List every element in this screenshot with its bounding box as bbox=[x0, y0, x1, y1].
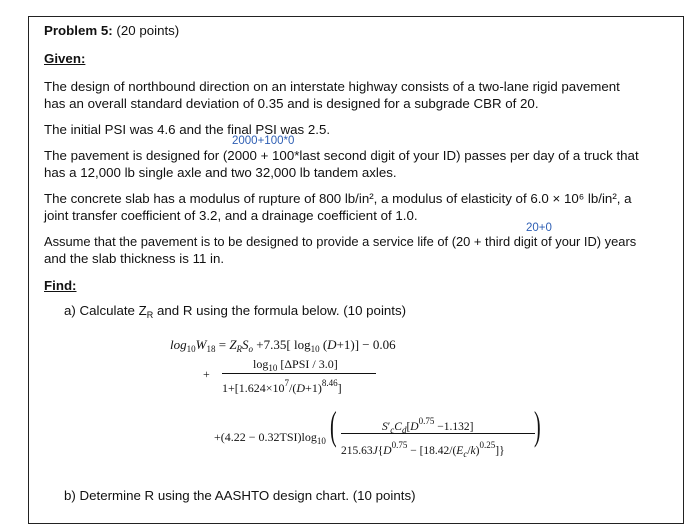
para5-line1: Assume that the pavement is to be designed to provide a service life of (20 + third digit of your ID) years bbox=[44, 234, 637, 249]
para3-line1: The pavement is designed for (2000 + 100*last second digit of your ID) passes per day of a truck that bbox=[44, 148, 639, 163]
equation-fraction-1-numerator: $\log_{10} [\Delta PSI / 3.0]$ bbox=[253, 357, 338, 373]
handwritten-annotation-2: 20+0 bbox=[526, 222, 552, 234]
para2: The initial PSI was 4.6 and the final PSI was 2.5. bbox=[44, 122, 331, 137]
item-b: b) Determine R using the AASHTO design chart. (10 points) bbox=[64, 488, 416, 503]
find-heading: Find: bbox=[44, 278, 77, 293]
para4-line2: joint transfer coefficient of 3.2, and a drainage coefficient of 1.0. bbox=[44, 208, 418, 223]
para1-line2: has an overall standard deviation of 0.35 and is designed for a subgrade CBR of 20. bbox=[44, 96, 539, 111]
equation-line-1: $\log_{10}W_{18} = Z_RS_o +7.35$[ $\log_{10} (D+1)] - 0.06$ bbox=[170, 337, 396, 354]
problem-title: Problem 5: (20 points) bbox=[44, 23, 180, 38]
equation-fraction-2-numerator: $S'_cC_d[D^{0.75} -1.132]$ bbox=[382, 416, 474, 435]
para4-line1: The concrete slab has a modulus of rupture of 800 lb/in², a modulus of elasticity of 6.0 × 10⁶ lb/in², a bbox=[44, 191, 632, 206]
equation-fraction-1-denominator: $1+[1.624\times 10^7/(D+1)^{8.46}]$ bbox=[222, 378, 342, 395]
para1-line1: The design of northbound direction on an interstate highway consists of a two-lane rigid pavement bbox=[44, 79, 620, 94]
equation-line-3-lead: $+(4.22 - 0.32TSI)\log_{10}$ bbox=[214, 430, 326, 446]
given-heading: Given: bbox=[44, 51, 86, 66]
item-a: a) Calculate $Z_R$ and R using the formula below. (10 points) bbox=[64, 303, 407, 320]
equation-fraction-2-denominator: $215.63J\{D^{0.75} - [18.42/(E_c/k)^{0.25}]\}$ bbox=[341, 440, 505, 459]
para5-line2: and the slab thickness is 11 in. bbox=[44, 251, 225, 266]
para3-line2: has a 12,000 lb single axle and two 32,000 lb tandem axles. bbox=[44, 165, 397, 180]
handwritten-annotation-1: 2000+100*0 bbox=[232, 135, 295, 147]
